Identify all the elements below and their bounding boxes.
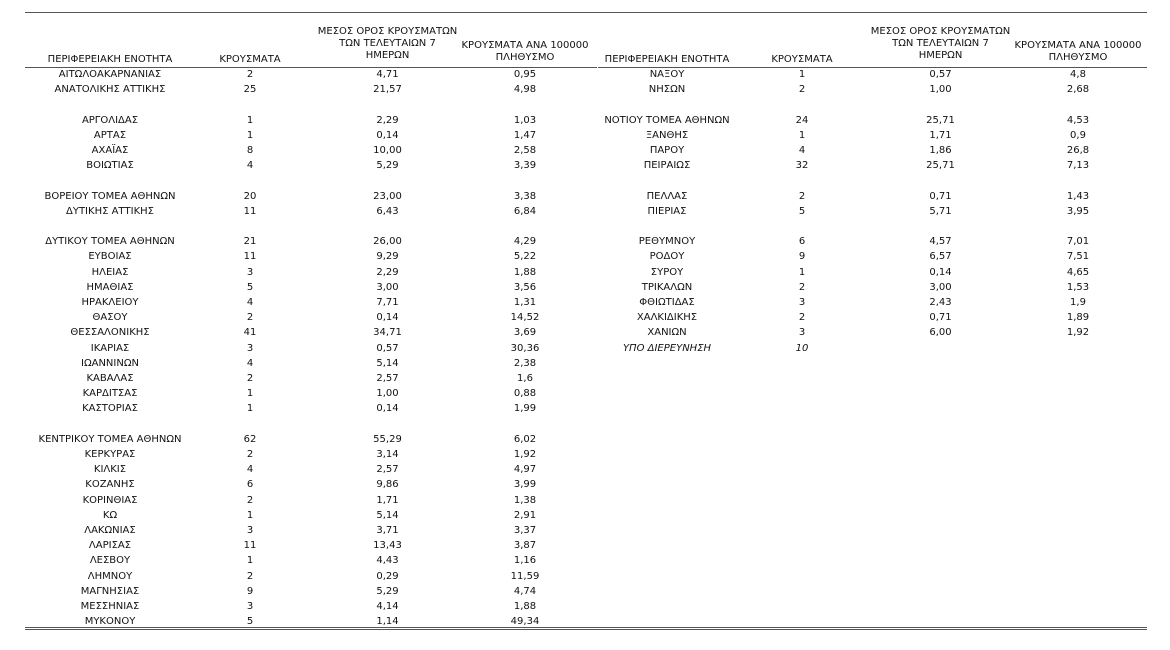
right-row-5-per100k: 26,8 xyxy=(1066,145,1090,156)
left-row-34-avg7: 5,29 xyxy=(376,585,399,597)
right-row-4-region: ΞΑΝΘΗΣ xyxy=(645,129,689,141)
right-row-6-per100k: 7,13 xyxy=(1066,160,1090,172)
right-row-5-cases: 4 xyxy=(798,145,806,156)
left-row-3-avg7: 2,29 xyxy=(376,114,399,126)
right-row-10-cases xyxy=(752,220,852,233)
left-row-19-region: ΙΩΑΝΝΙΝΩΝ xyxy=(81,357,139,369)
left-row-27-region: ΚΟΖΑΝΗΣ xyxy=(85,479,135,491)
right-row-3-cases: 24 xyxy=(795,114,809,126)
left-row-25-avg7: 3,14 xyxy=(376,449,399,460)
right-row-7-per100k xyxy=(1008,174,1148,187)
left-row-31-cases: 11 xyxy=(243,540,257,552)
right-row-8-cases: 2 xyxy=(798,190,806,202)
right-row-5-region: ΠΑΡΟΥ xyxy=(649,145,685,156)
right-row-11-cases: 6 xyxy=(798,236,806,248)
left-row-19-per100k: 2,38 xyxy=(513,357,537,369)
right-row-2-per100k xyxy=(1008,98,1148,111)
bottom-rule-1 xyxy=(25,627,1147,628)
left-row-17-per100k: 3,69 xyxy=(513,327,537,339)
left-row-31-region: ΛΑΡΙΣΑΣ xyxy=(88,540,132,552)
right-row-1-cases: 2 xyxy=(798,84,806,96)
left-row-10-cases xyxy=(200,220,300,233)
left-row-1-cases: 25 xyxy=(243,84,257,96)
right-row-15-cases: 3 xyxy=(798,297,806,308)
right-row-17-cases: 3 xyxy=(798,327,806,339)
left-row-1-avg7: 21,57 xyxy=(373,84,402,96)
left-row-16-avg7: 0,14 xyxy=(376,312,399,324)
right-row-2-avg7 xyxy=(858,98,1023,111)
right-row-16-region: ΧΑΛΚΙΔΙΚΗΣ xyxy=(636,312,698,324)
right-row-12-cases: 9 xyxy=(798,251,806,263)
left-row-11-cases: 21 xyxy=(243,236,257,248)
left-row-28-region: ΚΟΡΙΝΘΙΑΣ xyxy=(82,494,138,506)
right-row-9-per100k: 3,95 xyxy=(1066,205,1090,217)
right-row-9-cases: 5 xyxy=(798,205,806,217)
right-row-12-avg7: 6,57 xyxy=(929,251,952,263)
right-header-avg7-line2: ΤΩΝ ΤΕΛΕΥΤΑΙΩΝ 7 xyxy=(892,38,989,49)
right-row-6-region: ΠΕΙΡΑΙΩΣ xyxy=(643,160,691,172)
left-row-8-avg7: 23,00 xyxy=(373,190,402,202)
right-row-18-cases: 10 xyxy=(795,342,809,354)
left-row-6-per100k: 3,39 xyxy=(513,160,537,172)
right-row-13-avg7: 0,14 xyxy=(929,266,952,278)
left-row-14-avg7: 3,00 xyxy=(376,281,399,293)
left-row-18-per100k: 30,36 xyxy=(510,342,540,354)
left-row-3-cases: 1 xyxy=(246,114,254,126)
left-row-18-region: ΙΚΑΡΙΑΣ xyxy=(90,342,130,354)
left-row-6-avg7: 5,29 xyxy=(376,160,399,172)
right-header-avg7 xyxy=(858,26,1023,62)
right-row-2-cases xyxy=(752,98,852,111)
left-row-24-cases: 62 xyxy=(243,433,257,445)
left-row-0-cases: 2 xyxy=(246,69,254,80)
left-row-7-avg7 xyxy=(305,174,470,187)
left-row-9-per100k: 6,84 xyxy=(513,205,537,217)
left-row-7-region xyxy=(25,174,195,187)
left-row-35-cases: 3 xyxy=(246,601,254,612)
left-row-2-avg7 xyxy=(305,98,470,111)
right-header-per100k-line1: ΚΡΟΥΣΜΑΤΑ ΑΝΑ 100000 xyxy=(1014,40,1142,51)
left-row-8-region: ΒΟΡΕΙΟΥ ΤΟΜΕΑ ΑΘΗΝΩΝ xyxy=(44,190,176,202)
left-row-30-cases: 3 xyxy=(246,525,254,536)
left-header-avg7 xyxy=(305,26,470,62)
left-header-avg7-line1: ΜΕΣΟΣ ΟΡΟΣ ΚΡΟΥΣΜΑΤΩΝ xyxy=(317,26,458,37)
left-row-1-region: ΑΝΑΤΟΛΙΚΗΣ ΑΤΤΙΚΗΣ xyxy=(54,84,166,96)
left-row-21-cases: 1 xyxy=(246,388,254,400)
top-rule xyxy=(25,12,1147,13)
left-row-27-per100k: 3,99 xyxy=(513,479,537,491)
right-row-6-cases: 32 xyxy=(795,160,809,172)
right-row-12-region: ΡΟΔΟΥ xyxy=(649,251,685,263)
left-row-26-cases: 4 xyxy=(246,464,254,476)
left-row-33-cases: 2 xyxy=(246,570,254,582)
right-row-0-cases: 1 xyxy=(798,69,806,80)
left-row-4-region: ΑΡΤΑΣ xyxy=(93,129,127,141)
left-row-10-avg7 xyxy=(305,220,470,233)
left-row-7-per100k xyxy=(455,174,595,187)
right-header-per100k xyxy=(1008,40,1148,64)
left-row-23-per100k xyxy=(455,418,595,431)
right-row-15-region: ΦΘΙΩΤΙΔΑΣ xyxy=(639,297,695,308)
right-row-8-per100k: 1,43 xyxy=(1066,190,1090,202)
right-row-3-avg7: 25,71 xyxy=(926,114,955,126)
right-row-14-avg7: 3,00 xyxy=(929,281,952,293)
right-row-0-avg7: 0,57 xyxy=(929,69,952,80)
left-row-20-region: ΚΑΒΑΛΑΣ xyxy=(86,373,134,384)
left-row-11-per100k: 4,29 xyxy=(513,236,537,248)
right-header-cases: ΚΡΟΥΣΜΑΤΑ xyxy=(771,54,833,65)
left-row-28-cases: 2 xyxy=(246,494,254,506)
left-row-7-cases xyxy=(200,174,300,187)
right-row-16-avg7: 0,71 xyxy=(929,312,952,324)
left-row-3-per100k: 1,03 xyxy=(513,114,537,126)
left-header-cases: ΚΡΟΥΣΜΑΤΑ xyxy=(219,54,281,65)
left-header-avg7-line3: ΗΜΕΡΩΝ xyxy=(365,50,410,61)
left-row-32-per100k: 1,16 xyxy=(513,555,537,567)
left-header-per100k-line1: ΚΡΟΥΣΜΑΤΑ ΑΝΑ 100000 xyxy=(461,40,589,51)
left-row-26-avg7: 2,57 xyxy=(376,464,399,476)
right-row-18-region: ΥΠΟ ΔΙΕΡΕΥΝΗΣΗ xyxy=(622,342,712,354)
right-row-10-region xyxy=(582,220,752,233)
right-row-18-avg7 xyxy=(858,342,1023,355)
left-row-14-cases: 5 xyxy=(246,281,254,293)
right-row-0-region: ΝΑΞΟΥ xyxy=(649,69,685,80)
left-row-6-region: ΒΟΙΩΤΙΑΣ xyxy=(86,160,134,172)
left-row-9-avg7: 6,43 xyxy=(376,205,399,217)
left-row-10-region xyxy=(25,220,195,233)
right-row-13-region: ΣΥΡΟΥ xyxy=(650,266,684,278)
left-row-35-region: ΜΕΣΣΗΝΙΑΣ xyxy=(80,601,140,612)
left-row-23-cases xyxy=(200,418,300,431)
left-row-18-avg7: 0,57 xyxy=(376,342,399,354)
left-header-avg7-line2: ΤΩΝ ΤΕΛΕΥΤΑΙΩΝ 7 xyxy=(339,38,436,49)
left-header-per100k xyxy=(455,40,595,64)
left-row-2-per100k xyxy=(455,98,595,111)
left-row-5-cases: 8 xyxy=(246,145,254,156)
left-row-3-region: ΑΡΓΟΛΙΔΑΣ xyxy=(81,114,139,126)
right-row-12-per100k: 7,51 xyxy=(1066,251,1090,263)
right-row-5-avg7: 1,86 xyxy=(929,145,952,156)
right-row-4-per100k: 0,9 xyxy=(1070,129,1086,141)
right-row-14-per100k: 1,53 xyxy=(1066,281,1090,293)
left-row-13-per100k: 1,88 xyxy=(513,266,537,278)
right-row-17-avg7: 6,00 xyxy=(929,327,952,339)
right-row-11-per100k: 7,01 xyxy=(1066,236,1090,248)
left-row-19-avg7: 5,14 xyxy=(376,357,399,369)
left-row-28-per100k: 1,38 xyxy=(513,494,537,506)
left-row-11-region: ΔΥΤΙΚΟΥ ΤΟΜΕΑ ΑΘΗΝΩΝ xyxy=(45,236,175,248)
left-row-11-avg7: 26,00 xyxy=(373,236,402,248)
left-row-1-per100k: 4,98 xyxy=(513,84,537,96)
left-row-36-avg7: 1,14 xyxy=(376,616,399,628)
right-row-10-avg7 xyxy=(858,220,1023,233)
left-row-23-region xyxy=(25,418,195,431)
right-row-6-avg7: 25,71 xyxy=(926,160,955,172)
left-row-19-cases: 4 xyxy=(246,357,254,369)
right-row-13-cases: 1 xyxy=(798,266,806,278)
left-row-8-cases: 20 xyxy=(243,190,257,202)
left-row-4-cases: 1 xyxy=(246,129,254,141)
left-row-22-region: ΚΑΣΤΟΡΙΑΣ xyxy=(82,403,138,415)
right-row-8-region: ΠΕΛΛΑΣ xyxy=(646,190,688,202)
right-row-7-cases xyxy=(752,174,852,187)
left-row-27-avg7: 9,86 xyxy=(376,479,399,491)
left-row-32-avg7: 4,43 xyxy=(376,555,399,567)
left-row-12-per100k: 5,22 xyxy=(513,251,537,263)
left-row-15-avg7: 7,71 xyxy=(376,297,399,308)
left-row-22-cases: 1 xyxy=(246,403,254,415)
left-row-36-per100k: 49,34 xyxy=(510,616,540,628)
left-row-16-per100k: 14,52 xyxy=(510,312,540,324)
left-row-23-avg7 xyxy=(305,418,470,431)
left-row-0-per100k: 0,95 xyxy=(513,69,537,80)
left-row-12-cases: 11 xyxy=(243,251,257,263)
left-row-21-avg7: 1,00 xyxy=(376,388,399,400)
right-row-11-avg7: 4,57 xyxy=(929,236,952,248)
right-row-9-region: ΠΙΕΡΙΑΣ xyxy=(647,205,687,217)
left-row-2-region xyxy=(25,98,195,111)
left-row-29-avg7: 5,14 xyxy=(376,509,399,521)
right-row-11-region: ΡΕΘΥΜΝΟΥ xyxy=(638,236,696,248)
left-row-18-cases: 3 xyxy=(246,342,254,354)
left-row-24-per100k: 6,02 xyxy=(513,433,537,445)
left-row-21-region: ΚΑΡΔΙΤΣΑΣ xyxy=(82,388,138,400)
right-row-3-region: ΝΟΤΙΟΥ ΤΟΜΕΑ ΑΘΗΝΩΝ xyxy=(604,114,730,126)
right-row-10-per100k xyxy=(1008,220,1148,233)
left-row-25-cases: 2 xyxy=(246,449,254,460)
left-row-0-region: ΑΙΤΩΛΟΑΚΑΡΝΑΝΙΑΣ xyxy=(58,69,162,80)
left-row-34-cases: 9 xyxy=(246,585,254,597)
right-row-16-cases: 2 xyxy=(798,312,806,324)
right-row-14-cases: 2 xyxy=(798,281,806,293)
left-row-9-region: ΔΥΤΙΚΗΣ ΑΤΤΙΚΗΣ xyxy=(66,205,154,217)
left-row-15-cases: 4 xyxy=(246,297,254,308)
right-row-9-avg7: 5,71 xyxy=(929,205,952,217)
left-row-2-cases xyxy=(200,98,300,111)
right-row-1-per100k: 2,68 xyxy=(1066,84,1090,96)
right-row-4-cases: 1 xyxy=(798,129,806,141)
right-row-15-avg7: 2,43 xyxy=(929,297,952,308)
right-header-region: ΠΕΡΙΦΕΡΕΙΑΚΗ ΕΝΟΤΗΤΑ xyxy=(604,54,730,65)
left-row-29-per100k: 2,91 xyxy=(513,509,537,521)
right-row-7-region xyxy=(582,174,752,187)
left-row-17-cases: 41 xyxy=(243,327,257,339)
right-row-3-per100k: 4,53 xyxy=(1066,114,1090,126)
left-row-34-region: ΜΑΓΝΗΣΙΑΣ xyxy=(80,585,140,597)
right-row-1-avg7: 1,00 xyxy=(929,84,952,96)
left-row-20-per100k: 1,6 xyxy=(517,373,533,384)
left-row-32-cases: 1 xyxy=(246,555,254,567)
right-row-1-region: ΝΗΣΩΝ xyxy=(648,84,686,96)
left-row-6-cases: 4 xyxy=(246,160,254,172)
left-row-30-per100k: 3,37 xyxy=(513,525,537,536)
right-row-4-avg7: 1,71 xyxy=(929,129,952,141)
right-row-18-per100k xyxy=(1008,342,1148,355)
right-row-14-region: ΤΡΙΚΑΛΩΝ xyxy=(641,281,693,293)
left-row-14-per100k: 3,56 xyxy=(513,281,537,293)
left-row-5-region: ΑΧΑΪΑΣ xyxy=(91,145,129,156)
left-row-22-avg7: 0,14 xyxy=(376,403,399,415)
left-row-17-avg7: 34,71 xyxy=(373,327,402,339)
left-row-16-cases: 2 xyxy=(246,312,254,324)
left-row-22-per100k: 1,99 xyxy=(513,403,537,415)
bottom-rule-2 xyxy=(25,629,1147,630)
left-row-15-per100k: 1,31 xyxy=(513,297,537,308)
left-row-0-avg7: 4,71 xyxy=(376,69,399,80)
right-row-16-per100k: 1,89 xyxy=(1066,312,1090,324)
right-row-13-per100k: 4,65 xyxy=(1066,266,1090,278)
left-row-24-region: ΚΕΝΤΡΙΚΟΥ ΤΟΜΕΑ ΑΘΗΝΩΝ xyxy=(38,433,182,445)
right-row-2-region xyxy=(582,98,752,111)
left-row-5-avg7: 10,00 xyxy=(373,145,402,156)
left-row-27-cases: 6 xyxy=(246,479,254,491)
right-row-8-avg7: 0,71 xyxy=(929,190,952,202)
left-header-region: ΠΕΡΙΦΕΡΕΙΑΚΗ ΕΝΟΤΗΤΑ xyxy=(47,54,173,65)
right-row-17-per100k: 1,92 xyxy=(1066,327,1090,339)
right-row-15-per100k: 1,9 xyxy=(1070,297,1086,308)
left-row-25-per100k: 1,92 xyxy=(513,449,537,460)
left-row-14-region: ΗΜΑΘΙΑΣ xyxy=(86,281,134,293)
left-row-35-per100k: 1,88 xyxy=(513,601,537,612)
left-row-26-region: ΚΙΛΚΙΣ xyxy=(93,464,127,476)
left-row-26-per100k: 4,97 xyxy=(513,464,537,476)
left-row-29-region: ΚΩ xyxy=(102,509,118,521)
left-row-33-region: ΛΗΜΝΟΥ xyxy=(87,570,133,582)
right-header-avg7-line3: ΗΜΕΡΩΝ xyxy=(918,50,963,61)
left-row-34-per100k: 4,74 xyxy=(513,585,537,597)
left-row-24-avg7: 55,29 xyxy=(373,433,402,445)
right-header-avg7-line1: ΜΕΣΟΣ ΟΡΟΣ ΚΡΟΥΣΜΑΤΩΝ xyxy=(870,26,1011,37)
left-row-20-cases: 2 xyxy=(246,373,254,384)
left-row-12-region: ΕΥΒΟΙΑΣ xyxy=(88,251,132,263)
left-row-4-avg7: 0,14 xyxy=(376,129,399,141)
left-row-29-cases: 1 xyxy=(246,509,254,521)
left-row-32-region: ΛΕΣΒΟΥ xyxy=(89,555,131,567)
left-row-13-region: ΗΛΕΙΑΣ xyxy=(91,266,129,278)
left-row-31-avg7: 13,43 xyxy=(373,540,402,552)
left-row-10-per100k xyxy=(455,220,595,233)
left-row-15-region: ΗΡΑΚΛΕΙΟΥ xyxy=(81,297,139,308)
left-row-21-per100k: 0,88 xyxy=(513,388,537,400)
right-header-per100k-line2: ΠΛΗΘΥΣΜΟ xyxy=(1048,52,1108,63)
left-row-35-avg7: 4,14 xyxy=(376,601,399,612)
left-row-36-region: ΜΥΚΟΝΟΥ xyxy=(84,616,136,628)
left-row-12-avg7: 9,29 xyxy=(376,251,399,263)
left-row-30-region: ΛΑΚΩΝΙΑΣ xyxy=(84,525,136,536)
left-row-8-per100k: 3,38 xyxy=(513,190,537,202)
left-row-16-region: ΘΑΣΟΥ xyxy=(92,312,128,324)
right-row-17-region: ΧΑΝΙΩΝ xyxy=(647,327,687,339)
left-row-33-avg7: 0,29 xyxy=(376,570,399,582)
left-row-5-per100k: 2,58 xyxy=(513,145,537,156)
left-row-13-avg7: 2,29 xyxy=(376,266,399,278)
left-row-30-avg7: 3,71 xyxy=(376,525,399,536)
left-row-4-per100k: 1,47 xyxy=(513,129,537,141)
left-row-9-cases: 11 xyxy=(243,205,257,217)
left-row-25-region: ΚΕΡΚΥΡΑΣ xyxy=(84,449,136,460)
right-row-7-avg7 xyxy=(858,174,1023,187)
left-header-per100k-line2: ΠΛΗΘΥΣΜΟ xyxy=(495,52,555,63)
left-row-17-region: ΘΕΣΣΑΛΟΝΙΚΗΣ xyxy=(70,327,150,339)
left-row-36-cases: 5 xyxy=(246,616,254,628)
left-row-33-per100k: 11,59 xyxy=(510,570,540,582)
left-row-31-per100k: 3,87 xyxy=(513,540,537,552)
left-row-13-cases: 3 xyxy=(246,266,254,278)
left-row-20-avg7: 2,57 xyxy=(376,373,399,384)
left-row-28-avg7: 1,71 xyxy=(376,494,399,506)
right-row-0-per100k: 4,8 xyxy=(1070,69,1086,80)
